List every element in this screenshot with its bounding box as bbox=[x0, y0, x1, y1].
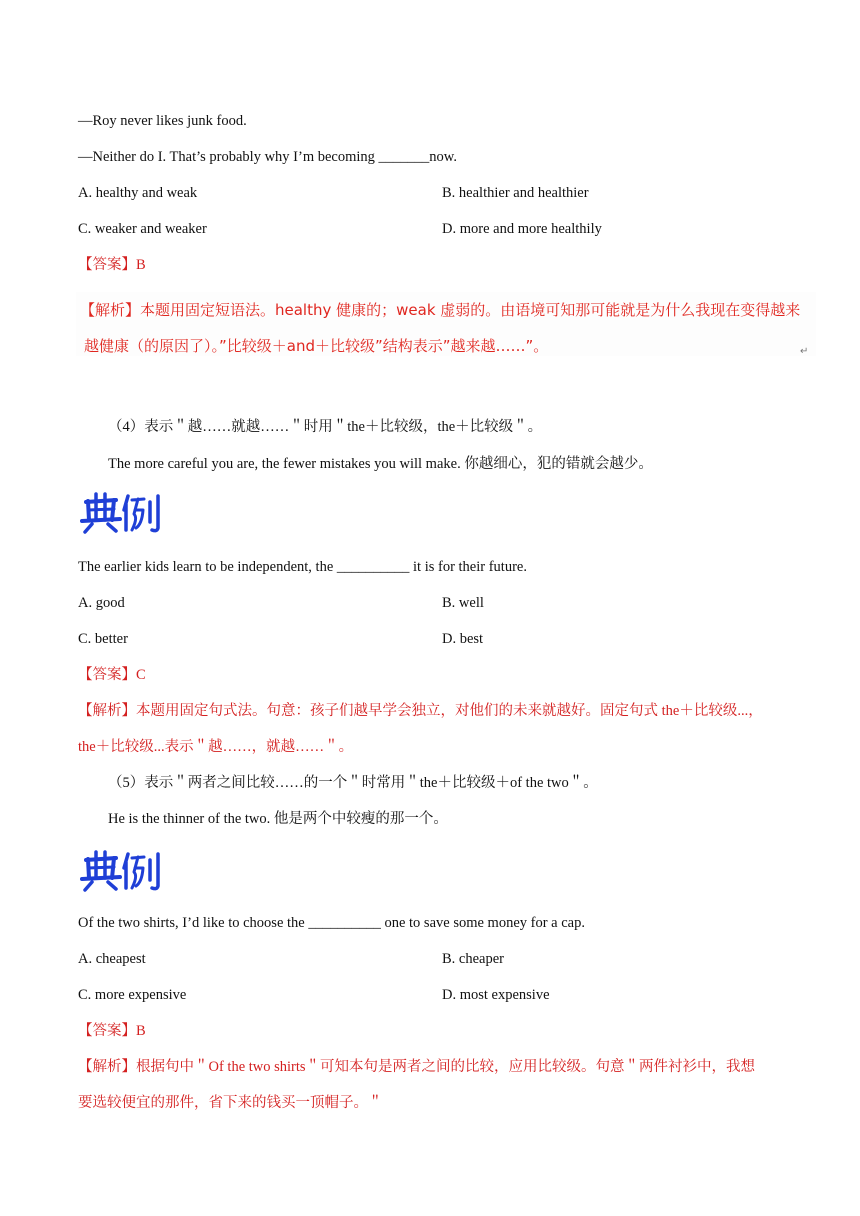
dianli-example-logo bbox=[80, 848, 164, 892]
rule4-example: The more careful you are, the fewer mistakes you will make. 你越细心，犯的错就会越少。 bbox=[108, 456, 653, 472]
q3-option-b: B. cheaper bbox=[442, 951, 504, 967]
q2-option-d: D. best bbox=[442, 631, 484, 647]
q3-option-c: C. more expensive bbox=[78, 987, 187, 1003]
q2-stem: The earlier kids learn to be independent, the __________ it is for their future. bbox=[78, 559, 527, 575]
rule5-text: （5）表示＂两者之间比较……的一个＂时常用＂the＋比较级＋of the two＂。 bbox=[108, 775, 598, 791]
q2-analysis-line2: the＋比较级...表示＂越……，就越……＂。 bbox=[78, 739, 354, 755]
q1-option-a: A. healthy and weak bbox=[78, 185, 198, 201]
q2-analysis-line1: 【解析】本题用固定句式法。句意：孩子们越早学会独立，对他们的未来就越好。固定句式 the＋比较级...， bbox=[78, 703, 763, 719]
q1-option-b: B. healthier and healthier bbox=[442, 185, 589, 201]
q1-analysis-line1: 【解析】本题用固定短语法。healthy 健康的；weak 虚弱的。由语境可知那可能就是为什么我现在变得越来 bbox=[80, 301, 801, 319]
dianli-example-logo bbox=[80, 490, 164, 534]
q1-option-d: D. more and more healthily bbox=[442, 221, 602, 237]
rule4-text: （4）表示＂越……就越……＂时用＂the＋比较级，the＋比较级＂。 bbox=[108, 419, 543, 435]
q1-line2: —Neither do I. That’s probably why I’m becoming _______now. bbox=[78, 149, 457, 165]
q2-option-c: C. better bbox=[78, 631, 128, 647]
q2-option-b: B. well bbox=[442, 595, 484, 611]
q3-option-a: A. cheapest bbox=[78, 951, 146, 967]
q1-analysis-image bbox=[76, 292, 816, 356]
q3-answer: 【答案】B bbox=[78, 1023, 146, 1039]
q1-line1: —Roy never likes junk food. bbox=[78, 113, 247, 129]
q1-analysis-line2: 越健康（的原因了）。”比较级＋and＋比较级”结构表示”越来越……”。 bbox=[84, 337, 549, 355]
q3-option-d: D. most expensive bbox=[442, 987, 550, 1003]
rule5-example: He is the thinner of the two. 他是两个中较瘦的那一个。 bbox=[108, 811, 448, 827]
q2-option-a: A. good bbox=[78, 595, 125, 611]
q2-answer: 【答案】C bbox=[78, 667, 146, 683]
q1-option-c: C. weaker and weaker bbox=[78, 221, 207, 237]
q3-analysis-line1: 【解析】根据句中＂Of the two shirts＂可知本句是两者之间的比较，应用比较级。句意＂两件衬衫中，我想 bbox=[78, 1059, 756, 1075]
q3-stem: Of the two shirts, I’d like to choose the __________ one to save some money for a cap. bbox=[78, 915, 585, 931]
q3-analysis-line2: 要选较便宜的那件，省下来的钱买一顶帽子。＂ bbox=[78, 1095, 383, 1111]
q1-answer: 【答案】B bbox=[78, 257, 146, 273]
pilcrow-mark: ↵ bbox=[800, 346, 809, 357]
